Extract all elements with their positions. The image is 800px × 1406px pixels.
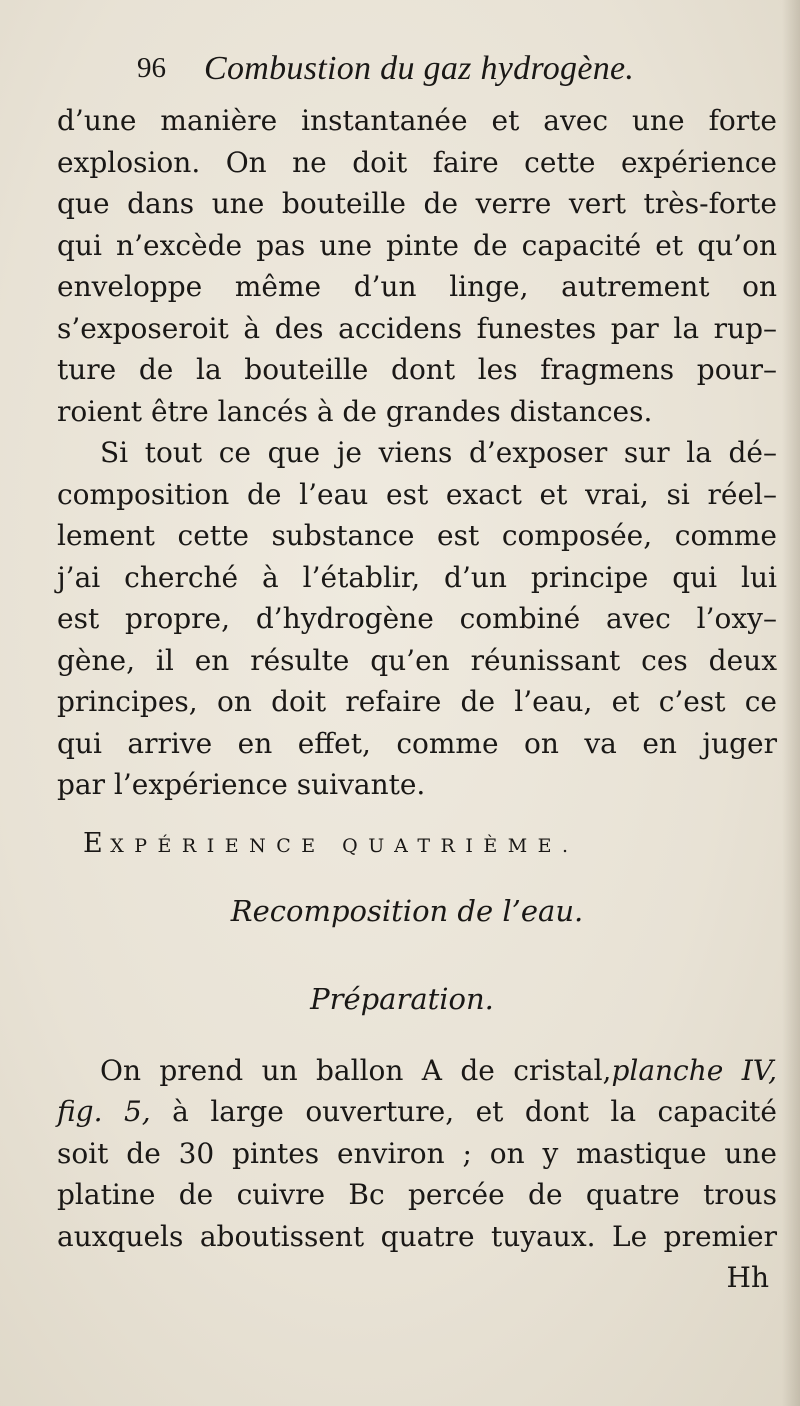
- text-line: enveloppe même d’un linge, autrement on: [57, 270, 777, 303]
- section-subtitle: Recomposition de l’eau.: [230, 893, 584, 928]
- section-heading-initial: E: [83, 827, 111, 859]
- text-line: est propre, d’hydrogène combiné avec l’oxy–: [57, 602, 777, 635]
- page-edge-shadow: [782, 0, 800, 1406]
- figure-reference: fig. 5,: [57, 1095, 151, 1128]
- running-title: Combustion du gaz hydrogène.: [204, 50, 635, 87]
- text-line: qui n’excède pas une pinte de capacité et qu’on: [57, 228, 777, 262]
- text-line: principes, on doit refaire de l’eau, et c’est ce: [57, 685, 777, 718]
- text-line: Si tout ce que je viens d’exposer sur la dé–: [100, 436, 777, 469]
- text-line: gène, il en résulte qu’en réunissant ces deux: [57, 643, 777, 677]
- text-line: par l’expérience suivante.: [57, 768, 426, 801]
- section-heading: [57, 818, 777, 870]
- page-text: [57, 50, 777, 1299]
- text-line: s’exposeroit à des accidens funestes par la rup–: [57, 311, 777, 345]
- section-subsubtitle: Préparation.: [310, 981, 494, 1016]
- page-number: 96: [137, 52, 166, 84]
- text-line: auxquels aboutissent quatre tuyaux. Le premier: [57, 1219, 777, 1253]
- text-line: [57, 1091, 777, 1133]
- paragraph-1: [57, 100, 777, 432]
- text-line: composition de l’eau est exact et vrai, si réel–: [57, 477, 777, 511]
- text-run: On prend un ballon A de cristal,: [100, 1053, 612, 1087]
- text-line: [57, 1050, 777, 1092]
- text-line: explosion. On ne doit faire cette expérience: [57, 145, 777, 179]
- section-heading-rest: XPÉRIENCE QUATRIÈME.: [110, 834, 579, 857]
- text-run: à large ouverture, et dont la capacité: [150, 1095, 777, 1128]
- plate-reference: planche IV,: [611, 1053, 778, 1087]
- catchword: Hh: [726, 1261, 769, 1294]
- page-header: [57, 50, 777, 100]
- paragraph-2: [57, 432, 777, 806]
- text-line: d’une manière instantanée et avec une forte: [57, 104, 777, 137]
- paragraph-3: [57, 1050, 777, 1258]
- text-line: roient être lancés à de grandes distances.: [57, 394, 653, 428]
- text-line: lement cette substance est composée, comme: [57, 519, 777, 552]
- text-line: soit de 30 pintes environ ; on y mastique une: [57, 1136, 777, 1170]
- text-line: que dans une bouteille de verre vert très-forte: [57, 187, 777, 220]
- text-line: platine de cuivre Bc percée de quatre trous: [57, 1178, 777, 1211]
- text-line: ture de la bouteille dont les fragmens pour–: [57, 353, 777, 386]
- text-line: qui arrive en effet, comme on va en juger: [57, 726, 777, 760]
- text-line: j’ai cherché à l’établir, d’un principe qui lui: [57, 560, 777, 594]
